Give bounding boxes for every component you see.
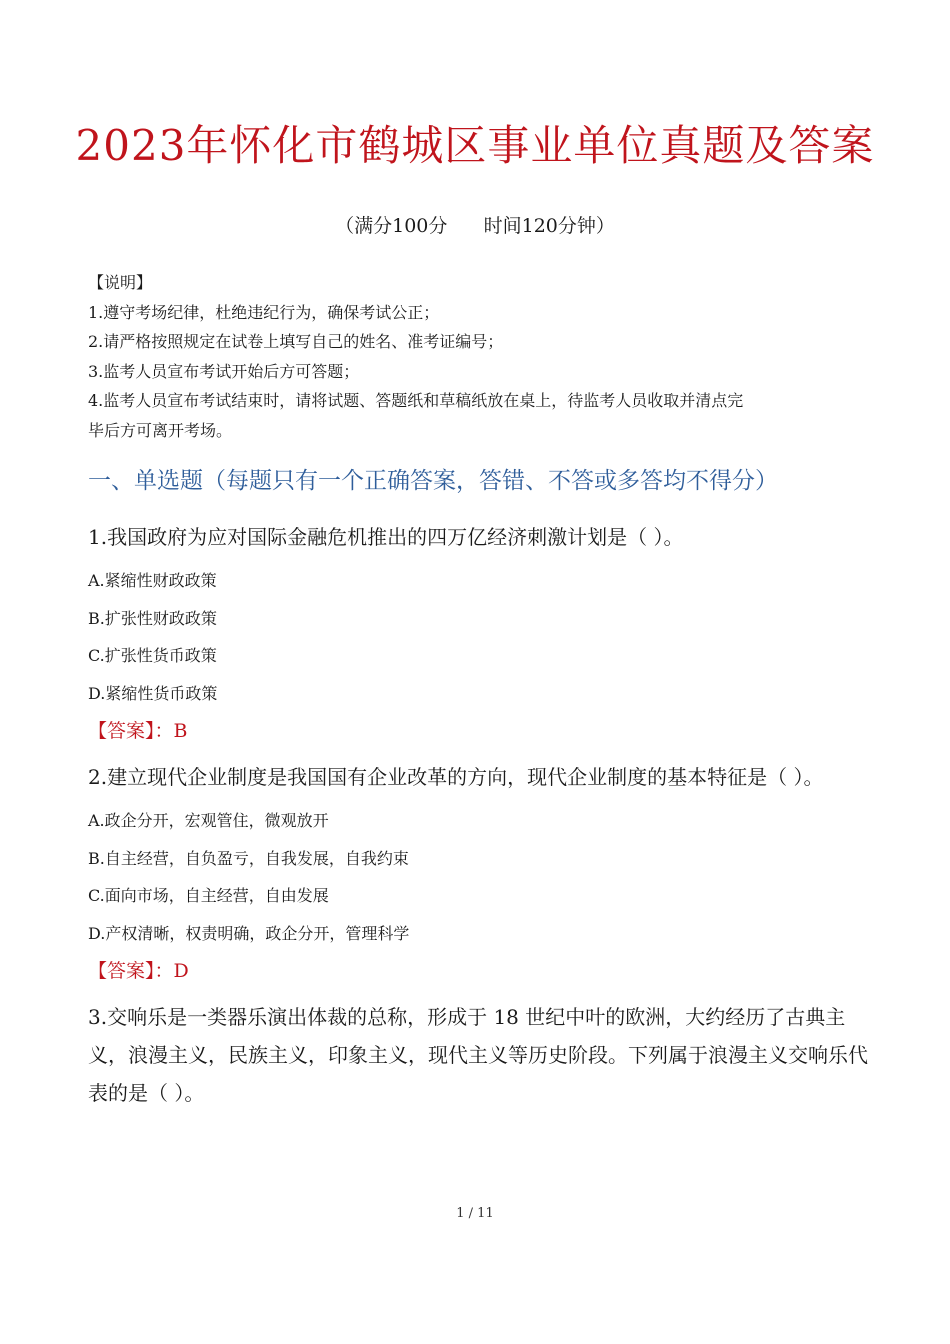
- option-c: C.扩张性货币政策: [88, 646, 217, 665]
- question-1: [88, 518, 870, 750]
- instructions-header: 【说明】: [88, 273, 153, 292]
- question-stem: 3.交响乐是一类器乐演出体裁的总称，形成于 18 世纪中叶的欧洲，大约经历了古典主义，浪漫主义，民族主义，印象主义，现代主义等历史阶段。下列属于浪漫主义交响乐代表的是（ ）。: [88, 1005, 868, 1105]
- answer-value: B: [173, 720, 188, 742]
- answer-value: D: [173, 960, 189, 982]
- document-title: 2023年怀化市鹤城区事业单位真题及答案: [75, 121, 875, 170]
- answer-label: 【答案】：: [88, 960, 174, 982]
- option-d: D.产权清晰，权责明确，政企分开，管理科学: [88, 923, 410, 943]
- page-number: 1 / 11: [456, 1206, 494, 1221]
- instructions-block: [88, 268, 868, 445]
- instruction-item: 3.监考人员宣布考试开始后方可答题；: [88, 361, 360, 381]
- option-d: D.紧缩性货币政策: [88, 683, 218, 703]
- instruction-item: 2.请严格按照规定在试卷上填写自己的姓名、准考证编号；: [88, 332, 504, 351]
- section-heading: 一、单选题（每题只有一个正确答案，答错、不答或多答均不得分）: [88, 468, 778, 494]
- option-a: A.政企分开，宏观管住，微观放开: [88, 811, 329, 830]
- option-a: A.紧缩性财政政策: [88, 571, 217, 590]
- answer-line: [88, 712, 870, 750]
- instruction-item: 毕后方可离开考场。: [88, 420, 233, 440]
- question-3: [88, 998, 870, 1112]
- option-list: [88, 562, 870, 712]
- question-stem: 1.我国政府为应对国际金融危机推出的四万亿经济刺激计划是（ ）。: [88, 525, 684, 549]
- option-list: [88, 802, 870, 952]
- option-b: B.自主经营，自负盈亏，自我发展，自我约束: [88, 848, 409, 868]
- option-b: B.扩张性财政政策: [88, 608, 217, 628]
- option-c: C.面向市场，自主经营，自由发展: [88, 886, 329, 905]
- instruction-item: 1.遵守考场纪律，杜绝违纪行为，确保考试公正；: [88, 302, 440, 322]
- question-list: [88, 518, 870, 1118]
- question-stem: 2.建立现代企业制度是我国国有企业改革的方向，现代企业制度的基本特征是（ ）。: [88, 765, 824, 789]
- question-2: [88, 758, 870, 990]
- instruction-item: 4.监考人员宣布考试结束时，请将试题、答题纸和草稿纸放在桌上，待监考人员收取并清点完: [88, 391, 744, 410]
- answer-line: [88, 952, 870, 990]
- answer-label: 【答案】：: [88, 720, 174, 742]
- document-subtitle: （满分100分 时间120分钟）: [335, 215, 615, 237]
